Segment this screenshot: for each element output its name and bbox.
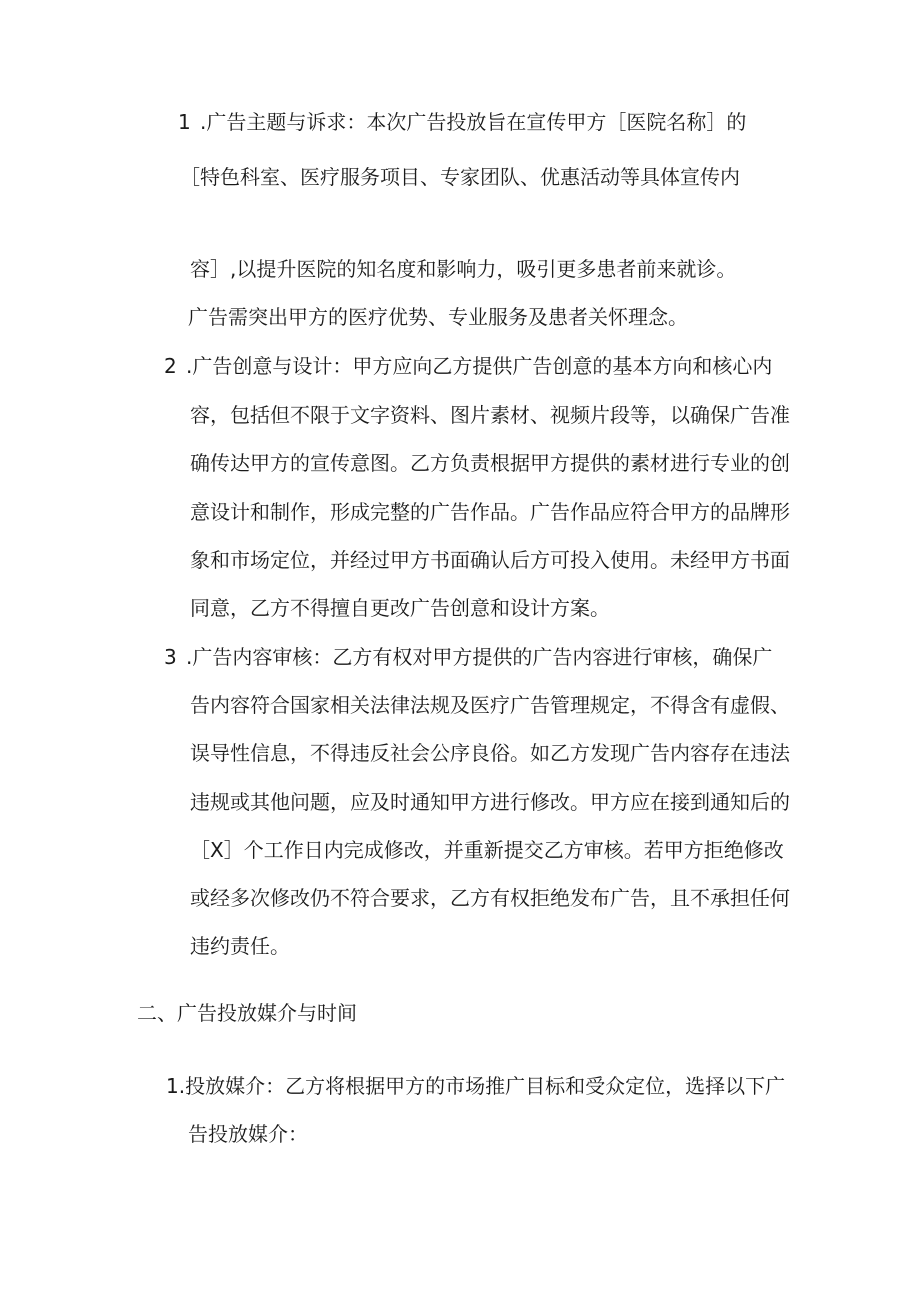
item-1-line-4: 广告需突出甲方的医疗优势、专业服务及患者关怀理念。 [188, 305, 688, 329]
item-1-line-3: 容］,以提升医院的知名度和影响力，吸引更多患者前来就诊。 [190, 257, 737, 281]
item-3-line-5: ［X］个工作日内完成修改，并重新提交乙方审核。若甲方拒绝修改 [190, 838, 784, 862]
item-2-line-2: 容，包括但不限于文字资料、图片素材、视频片段等，以确保广告准 [190, 403, 790, 427]
item-3-line-2: 告内容符合国家相关法律法规及医疗广告管理规定，不得含有虚假、 [190, 693, 790, 717]
item-1-line-2: ［特色科室、医疗服务项目、专家团队、优惠活动等具体宣传内 [180, 165, 740, 189]
item-3-line-4: 违规或其他问题，应及时通知甲方进行修改。甲方应在接到通知后的 [190, 790, 790, 814]
item-1-line-1: .广告主题与诉求：本次广告投放旨在宣传甲方［医院名称］的 [200, 110, 747, 134]
item-3-line-6: 或经多次修改仍不符合要求，乙方有权拒绝发布广告，且不承担任何 [190, 886, 790, 910]
item-2-line-4: 意设计和制作，形成完整的广告作品。广告作品应符合甲方的品牌形 [190, 500, 790, 524]
media-line-2: 告投放媒介： [188, 1122, 308, 1146]
item-2-number: 2 [164, 354, 177, 378]
item-3-line-1: .广告内容审核：乙方有权对甲方提供的广告内容进行审核，确保广 [186, 645, 773, 669]
item-3-number: 3 [164, 645, 177, 669]
media-line-1: 1.投放媒介：乙方将根据甲方的市场推广目标和受众定位，选择以下广 [166, 1074, 786, 1098]
item-2-line-5: 象和市场定位，并经过甲方书面确认后方可投入使用。未经甲方书面 [190, 548, 790, 572]
item-2-line-6: 同意，乙方不得擅自更改广告创意和设计方案。 [190, 596, 610, 620]
item-2-line-3: 确传达甲方的宣传意图。乙方负责根据甲方提供的素材进行专业的创 [190, 451, 790, 475]
item-3-line-7: 违约责任。 [190, 934, 290, 958]
item-3-line-3: 误导性信息，不得违反社会公序良俗。如乙方发现广告内容存在违法 [190, 741, 790, 765]
item-2-line-1: .广告创意与设计：甲方应向乙方提供广告创意的基本方向和核心内 [186, 354, 773, 378]
section-heading: 二、广告投放媒介与时间 [137, 1001, 357, 1025]
item-1-number: 1 [178, 110, 191, 134]
